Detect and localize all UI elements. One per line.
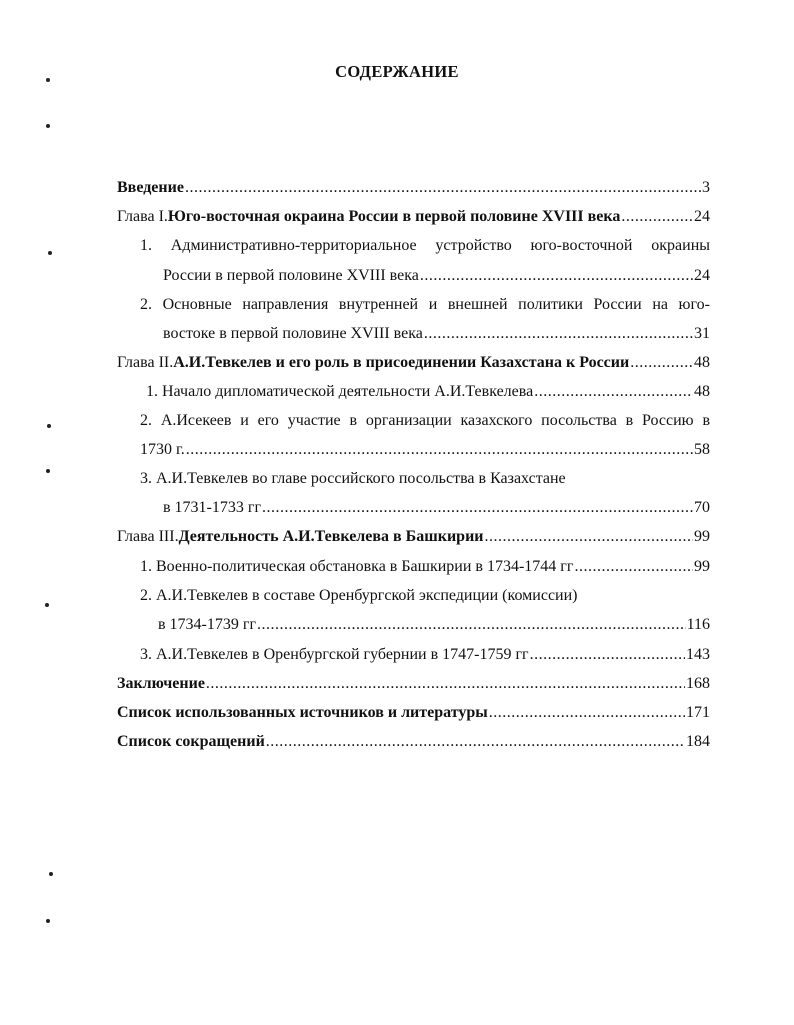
toc-entry-text: 3. А.И.Тевкелев в Оренбургской губернии в 1747-1759 гг [140,646,529,663]
dot-leader [206,672,685,696]
toc-entry-sources[interactable] [117,701,710,725]
toc-entry-1-1-line2[interactable] [163,264,710,288]
dot-leader [574,555,693,579]
toc-chapter-prefix: Глава II. [117,354,174,371]
toc-page-number: 24 [694,208,710,225]
toc-page-number: 184 [686,733,710,750]
toc-entry-text: в 1731-1733 гг [163,499,262,516]
toc-entry-1-2-line1[interactable]: 2. Основные направления внутренней и внешней политики России на юго- [140,296,710,313]
dot-leader [534,380,693,404]
toc-page-number: 99 [694,528,710,545]
dot-leader [621,205,693,229]
toc-entry-label: Заключение [117,675,205,692]
toc-entry-label: Список сокращений [117,733,265,750]
scan-speck [46,469,50,473]
toc-entry-label: Введение [117,179,184,196]
toc-entry-text: 1. Военно-политическая обстановка в Башкирии в 1734-1744 гг [140,558,574,575]
toc-chapter-prefix: Глава III. [117,528,179,545]
toc-entry-2-2-line1[interactable]: 2. А.Исекеев и его участие в организации казахского посольства в Россию в [140,412,710,429]
dot-leader [424,322,693,346]
toc-entry-conclusion[interactable] [117,672,710,696]
toc-entry-label: Список использованных источников и литературы [117,704,488,721]
dot-leader [489,701,685,725]
toc-page-number: 3 [702,179,710,196]
toc-page-number: 24 [694,267,710,284]
toc-entry-text: 1730 г. [140,441,185,458]
toc-entry-3-3[interactable] [140,643,710,667]
toc-page-number: 48 [694,354,710,371]
toc-chapter-title: Юго-восточная окраина России в первой половине XVIII века [167,208,621,225]
scan-speck [49,872,53,876]
toc-entry-3-2-line2[interactable] [158,613,710,637]
scan-speck [45,603,49,607]
dot-leader [262,496,693,520]
toc-chapter-prefix: Глава I. [117,208,168,225]
toc-entry-abbreviations[interactable] [117,730,710,754]
dot-leader [485,525,693,549]
toc-entry-text: в 1734-1739 гг [158,616,257,633]
dot-leader [420,264,693,288]
toc-page-number: 171 [686,704,710,721]
toc-entry-2-3-line2[interactable] [163,496,710,520]
dot-leader [630,351,693,375]
toc-entry-chapter-1[interactable] [117,205,710,229]
toc-page-number: 168 [686,675,710,692]
toc-entry-2-2-line2[interactable] [140,438,710,462]
toc-entry-2-1[interactable] [146,380,710,404]
scan-speck [46,124,50,128]
scan-speck [47,424,51,428]
toc-entry-3-1[interactable] [140,555,710,579]
toc-page-number: 116 [686,616,710,633]
toc-page-number: 31 [694,325,710,342]
toc-chapter-title: А.И.Тевкелев и его роль в присоединении Казахстана к России [173,354,630,371]
scan-speck [46,78,50,82]
toc-page-number: 48 [694,383,710,400]
toc-entry-text: России в первой половине XVIII века [163,267,419,284]
toc-entry-text: востоке в первой половине XVIII века [163,325,423,342]
toc-entry-3-2-line1[interactable]: 2. А.И.Тевкелев в составе Оренбургской экспедиции (комиссии) [140,587,578,604]
toc-entry-intro[interactable] [117,176,710,200]
dot-leader [257,613,686,637]
scan-speck [48,251,52,255]
dot-leader [186,438,693,462]
page-title: СОДЕРЖАНИЕ [335,62,459,81]
toc-entry-2-3-line1[interactable]: 3. А.И.Тевкелев во главе российского посольства в Казахстане [140,470,566,487]
toc-page-number: 58 [694,441,710,458]
toc-entry-chapter-3[interactable] [117,525,710,549]
toc-page-number: 143 [686,646,710,663]
dot-leader [185,176,701,200]
toc-page-number: 99 [694,558,710,575]
toc-entry-text: 1. Начало дипломатической деятельности А.И.Тевкелева [146,383,534,400]
dot-leader [266,730,685,754]
toc-entry-chapter-2[interactable] [117,351,710,375]
toc-entry-1-1-line1[interactable]: 1. Административно-территориальное устройство юго-восточной окраины [140,237,710,254]
toc-chapter-title: Деятельность А.И.Тевкелева в Башкирии [178,528,484,545]
toc-page-number: 70 [694,499,710,516]
toc-entry-1-2-line2[interactable] [163,322,710,346]
dot-leader [530,643,685,667]
scan-speck [46,919,50,923]
